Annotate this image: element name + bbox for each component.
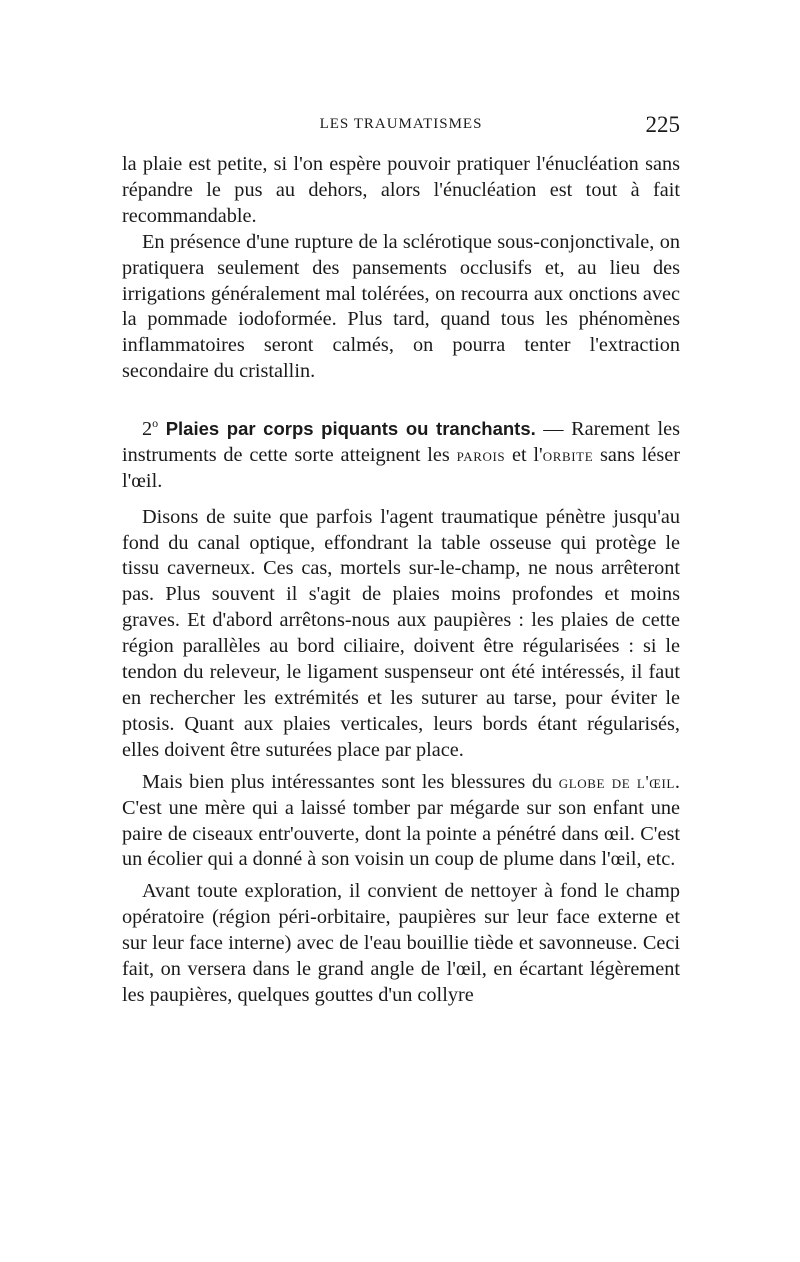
section-number: 2: [142, 417, 153, 440]
paragraph-continuation: la plaie est petite, si l'on espère pouvoir pratiquer l'énucléation sans répandre le pus au dehors, alors l'énucléation est tout à fait recommandable.: [122, 153, 680, 227]
term-globe: globe de l'œil: [558, 771, 675, 792]
paragraph-exploration: Avant toute exploration, il convient de nettoyer à fond le champ opératoire (région péri-orbitaire, paupières sur leur face externe et sur leur face interne) avec de l'eau bouillie tiède et savonneuse. Ceci fait, on versera dans le grand angle de l'œil, en écartant légèrement les paupières, quelques gouttes d'un collyre: [122, 880, 680, 1006]
globe-text-b: . C'est une mère qui a laissé tomber par mégarde sur son enfant une paire de ciseaux entr'ouverte, dont la pointe a pénétré dans œil. C'est un écolier qui a donné à son voisin un coup de plume dans l'œil, etc.: [122, 770, 680, 871]
section-heading: Plaies par corps piquants ou tranchants.: [165, 417, 536, 439]
section-piercing-wounds: [122, 411, 680, 494]
section-text-c: sans léser l'œil.: [122, 443, 680, 492]
section-number-sup: o: [152, 416, 159, 431]
paragraph-optic-canal: Disons de suite que parfois l'agent traumatique pénètre jusqu'au fond du canal optique, effondrant la table osseuse qui protège le tissu caverneux. Ces cas, mortels sur-le-champ, ne nous arrêteront pas. Plus souvent il s'agit de plaies moins profondes et moins graves. Et d'abord arrêtons-nous aux paupières : les plaies de cette région parallèles au bord ciliaire, doivent être régularisées : si le tendon du releveur, le ligament suspenseur ont été intéressés, il faut en rechercher les extrémités et les suturer au tarse, pour éviter le ptosis. Quant aux plaies verticales, leurs bords étant régularisés, elles doivent être suturées place par place.: [122, 505, 680, 761]
page-number: 225: [645, 112, 680, 137]
section-text-b: et l': [505, 443, 543, 466]
section-text-a: — Rarement les instruments de cette sorte atteignent les: [122, 417, 680, 466]
running-head: [122, 112, 680, 142]
running-title: LES TRAUMATISMES: [319, 116, 483, 132]
paragraph-scleral-rupture: En présence d'une rupture de la sclérotique sous-conjonctivale, on pratiquera seulement des pansements occlusifs et, au lieu des irrigations généralement mal tolérées, on recourra aux onctions avec la pommade iodoformée. Plus tard, quand tous les phénomènes inflammatoires seront calmés, on pourra tenter l'extraction secondaire du cristallin.: [122, 230, 680, 383]
globe-text-a: Mais bien plus intéressantes sont les blessures du: [142, 770, 559, 793]
paragraph-globe-wounds: [122, 770, 680, 874]
term-parois: parois: [456, 444, 506, 465]
body-text: [122, 152, 680, 1009]
term-orbite: orbite: [542, 444, 594, 465]
